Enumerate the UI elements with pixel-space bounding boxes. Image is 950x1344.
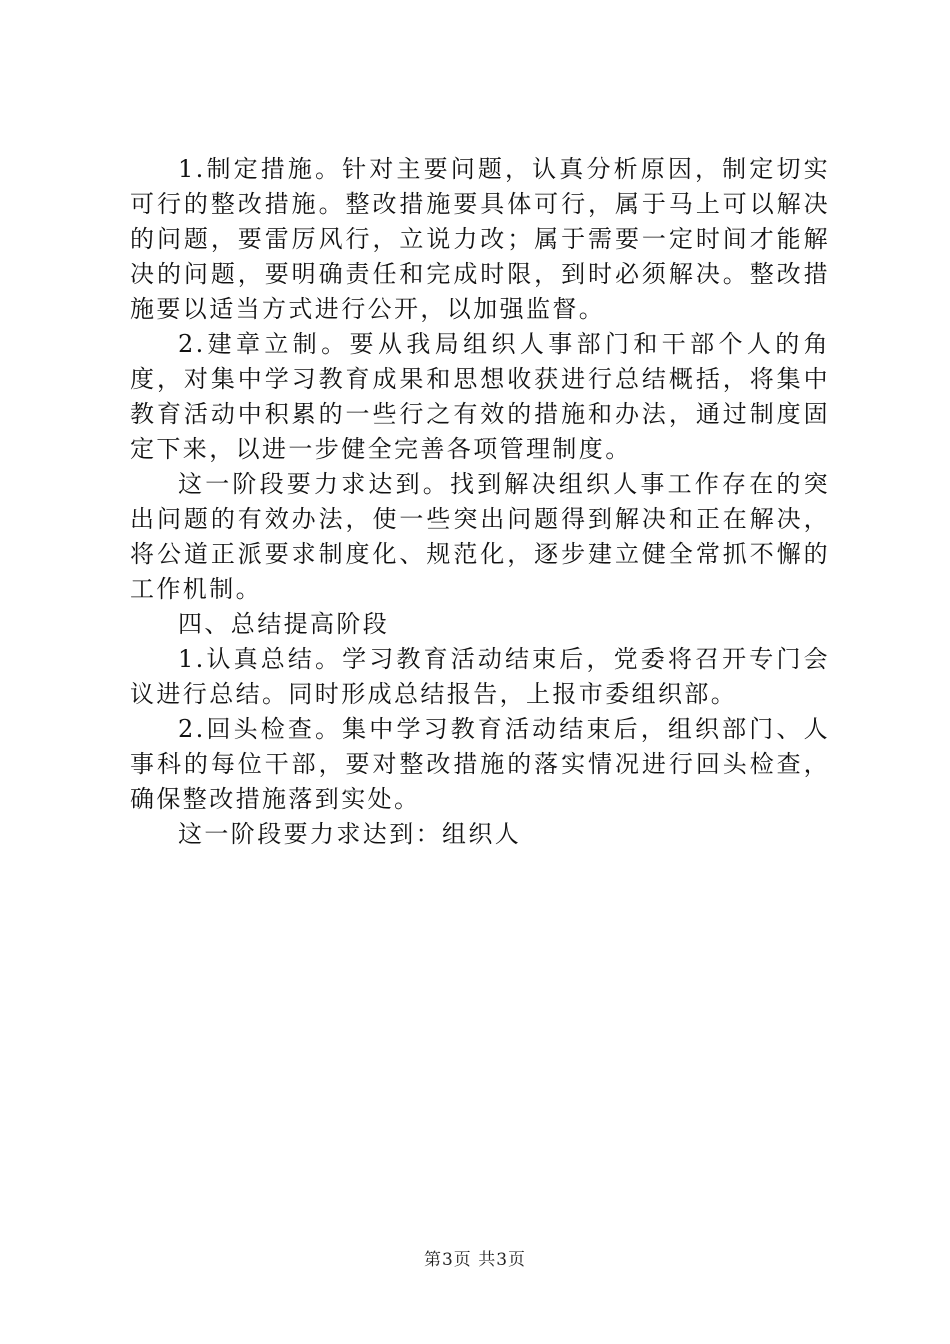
paragraph-summary: 1.认真总结。学习教育活动结束后，党委将召开专门会议进行总结。同时形成总结报告，上报市委组织部。 [130, 645, 830, 708]
paragraph-rules: 2.建章立制。要从我局组织人事部门和干部个人的角度，对集中学习教育成果和思想收获进行总结概括，将集中教育活动中积累的一些行之有效的措施和办法，通过制度固定下来，以进一步健全完善各项管理制度。 [130, 330, 830, 463]
paragraph-review: 2.回头检查。集中学习教育活动结束后，组织部门、人事科的每位干部，要对整改措施的落实情况进行回头检查，确保整改措施落到实处。 [130, 715, 830, 813]
paragraph-measures: 1.制定措施。针对主要问题，认真分析原因，制定切实可行的整改措施。整改措施要具体可行，属于马上可以解决的问题，要雷厉风行，立说力改；属于需要一定时间才能解决的问题，要明确责任和完成时限，到时必须解决。整改措施要以适当方式进行公开，以加强监督。 [130, 155, 830, 323]
paragraph-stage-goal: 这一阶段要力求达到。找到解决组织人事工作存在的突出问题的有效办法，使一些突出问题得到解决和正在解决，将公道正派要求制度化、规范化，逐步建立健全常抓不懈的工作机制。 [130, 470, 830, 603]
page-number: 第3页 共3页 [423, 1250, 527, 1270]
document-body [130, 152, 830, 852]
paragraph-final-goal: 这一阶段要力求达到：组织人 [178, 820, 522, 848]
section-heading: 四、总结提高阶段 [178, 610, 390, 638]
